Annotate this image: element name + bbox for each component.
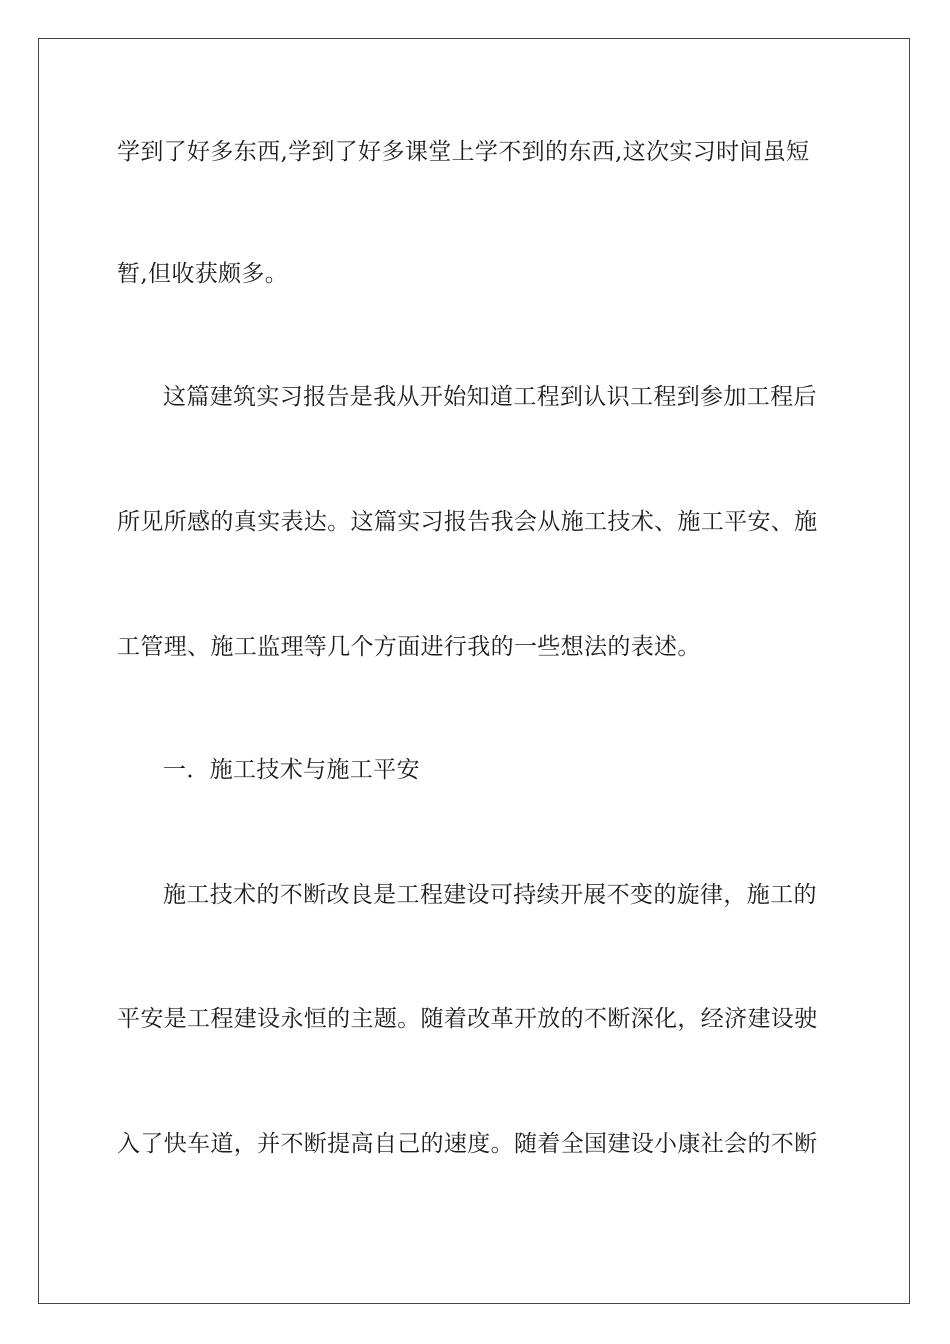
page-border [38,38,910,1304]
body-text-line: 所见所感的真实表达。这篇实习报告我会从施工技术、施工平安、施 [117,509,818,535]
section-heading: 一．施工技术与施工平安 [163,757,420,783]
body-text-line: 入了快车道，并不断提高自己的速度。随着全国建设小康社会的不断 [117,1131,818,1157]
paragraph-first-line: 这篇建筑实习报告是我从开始知道工程到认识工程到参加工程后 [163,384,817,410]
body-text-line: 暂,但收获颇多。 [117,261,289,287]
body-text-line: 工管理、施工监理等几个方面进行我的一些想法的表述。 [117,634,701,660]
paragraph-first-line: 施工技术的不断改良是工程建设可持续开展不变的旋律，施工的 [163,882,817,908]
body-text-line: 学到了好多东西,学到了好多课堂上学不到的东西,这次实习时间虽短 [117,139,810,165]
body-text-line: 平安是工程建设永恒的主题。随着改革开放的不断深化，经济建设驶 [117,1006,818,1032]
